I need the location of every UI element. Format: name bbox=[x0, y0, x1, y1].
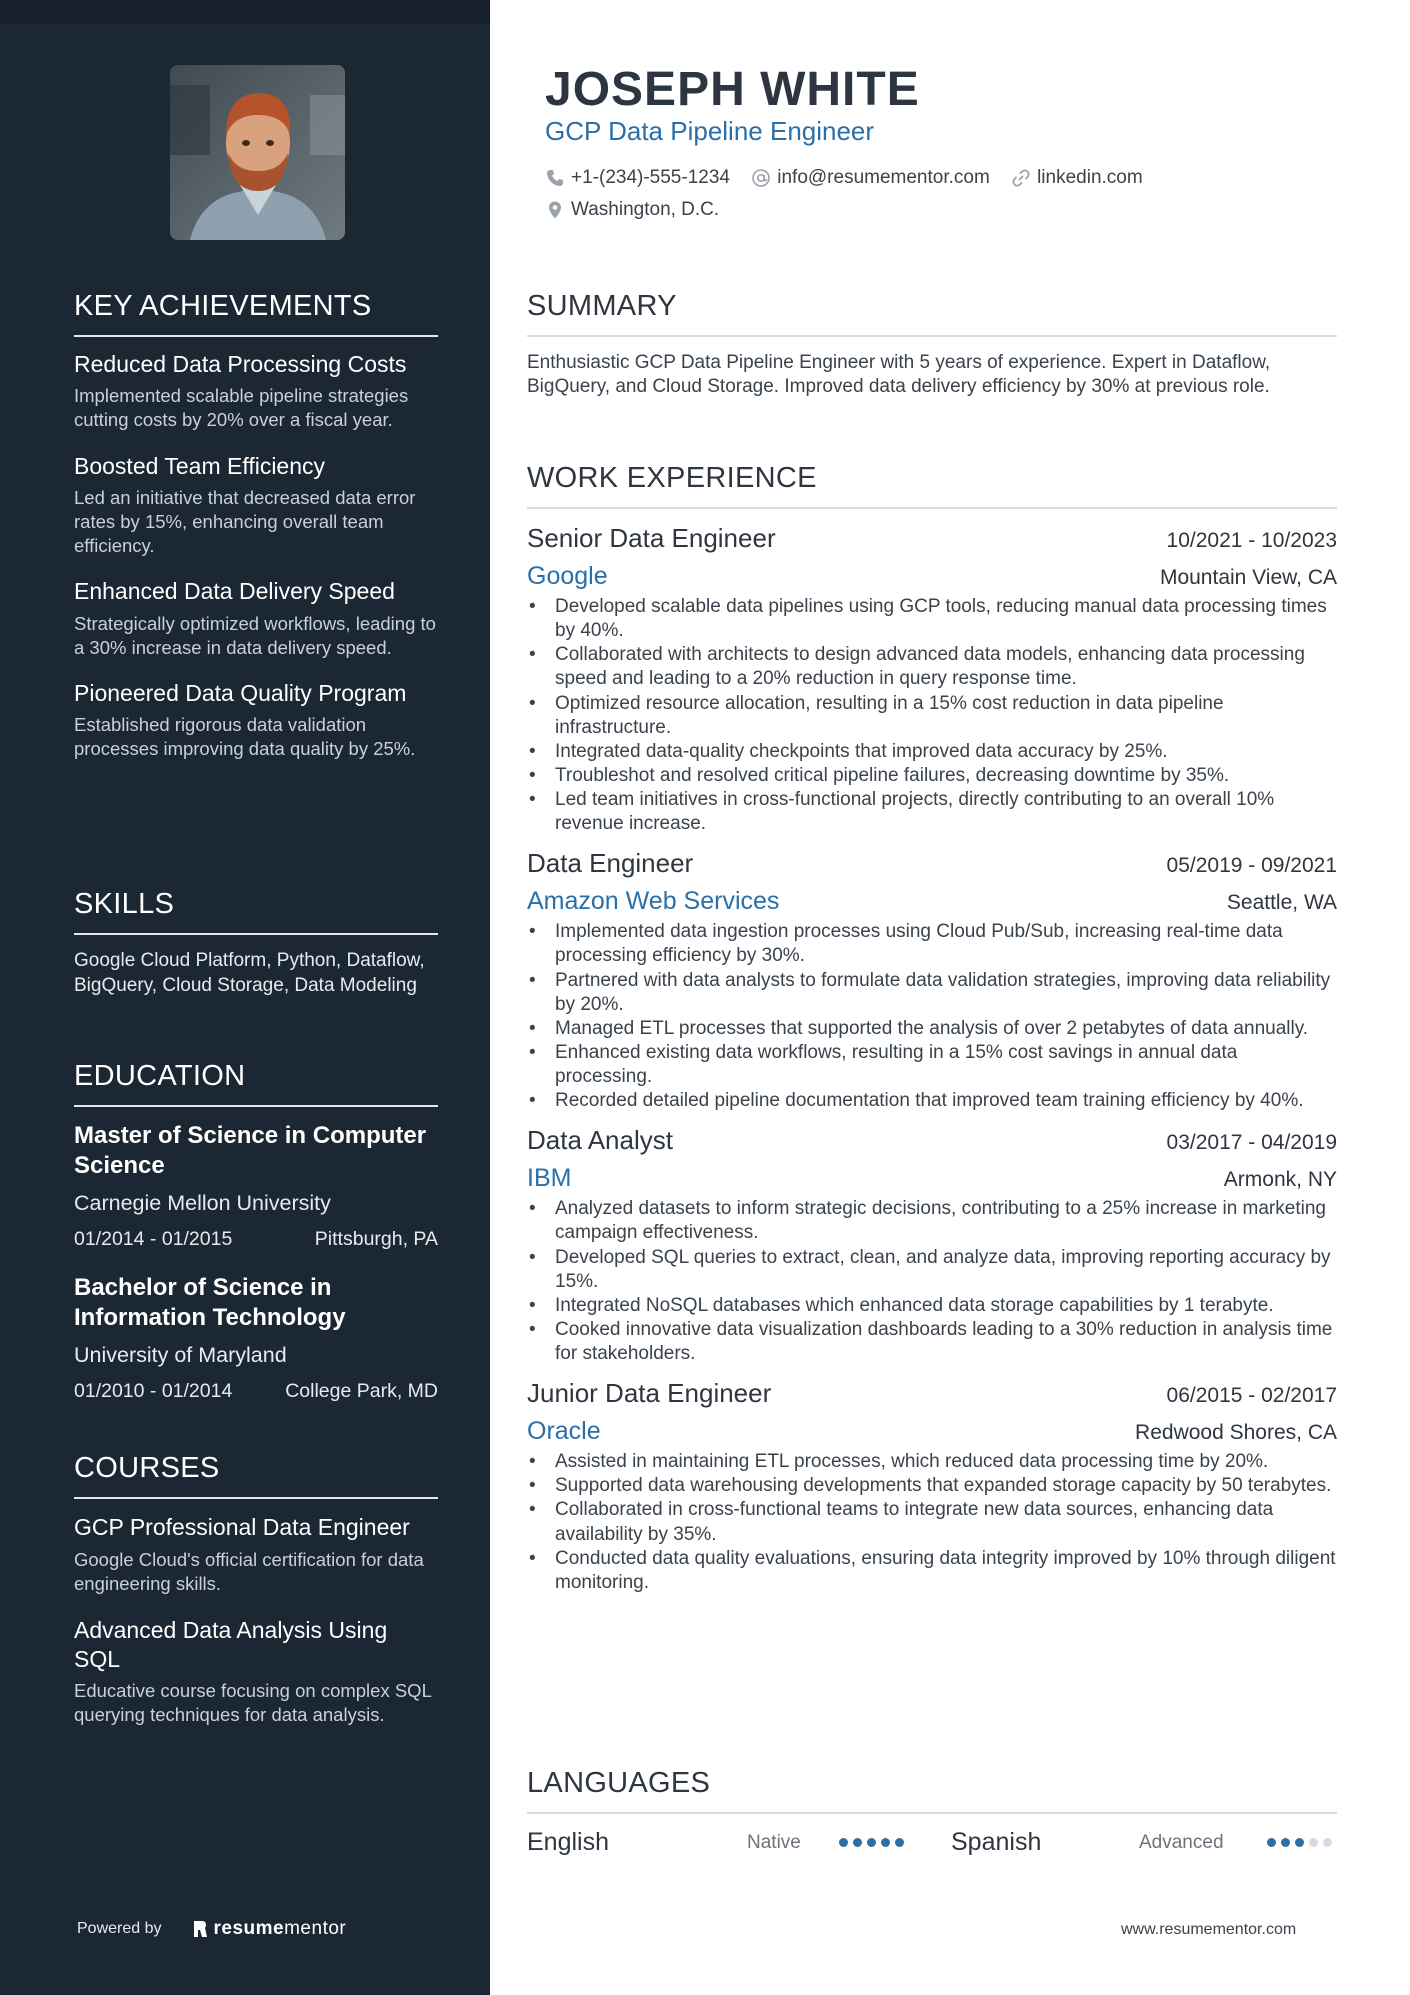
education-dates: 01/2010 - 01/2014 bbox=[74, 1380, 233, 1402]
job-bullets bbox=[527, 595, 1337, 836]
skills-section bbox=[74, 888, 438, 998]
email-text: info@resumementor.com bbox=[777, 167, 990, 188]
education-location: Pittsburgh, PA bbox=[314, 1228, 438, 1250]
languages-row bbox=[527, 1828, 1337, 1857]
job-entry bbox=[527, 523, 1337, 836]
education-title: EDUCATION bbox=[74, 1060, 438, 1107]
job-company: IBM bbox=[527, 1164, 572, 1193]
footer-url[interactable]: www.resumementor.com bbox=[1121, 1921, 1297, 1938]
course-desc: Educative course focusing on complex SQL querying techniques for data analysis. bbox=[74, 1680, 432, 1726]
education-school: University of Maryland bbox=[74, 1343, 287, 1367]
job-bullet: • Integrated data-quality checkpoints that improved data accuracy by 25%. bbox=[527, 740, 1337, 764]
job-bullet: • Developed SQL queries to extract, clean, and analyze data, improving reporting accuracy by 15%. bbox=[527, 1246, 1337, 1294]
job-entry bbox=[527, 1378, 1337, 1595]
phone-text: +1-(234)-555-1234 bbox=[571, 167, 730, 188]
rating-dot-empty bbox=[1309, 1838, 1318, 1847]
job-company: Google bbox=[527, 562, 608, 590]
logo-bold-text: resume bbox=[213, 1918, 285, 1939]
job-bullet: • Collaborated with architects to design advanced data models, enhancing data processing speed and leading to a 20% reduction in query response time. bbox=[527, 643, 1337, 691]
achievement-title: Pioneered Data Quality Program bbox=[74, 679, 407, 706]
job-location: Seattle, WA bbox=[1226, 891, 1337, 915]
job-bullets bbox=[527, 1450, 1337, 1595]
rating-dot-filled bbox=[853, 1838, 862, 1847]
rating-dot-filled bbox=[1267, 1838, 1276, 1847]
location-text: Washington, D.C. bbox=[571, 199, 720, 221]
contact-info bbox=[545, 164, 1325, 229]
job-bullet: • Collaborated in cross-functional teams to integrate new data sources, enhancing data availability by 35%. bbox=[527, 1498, 1337, 1546]
job-bullet: • Integrated NoSQL databases which enhanced data storage capabilities by 1 terabyte. bbox=[527, 1294, 1337, 1318]
education-section bbox=[74, 1060, 438, 1425]
job-dates: 05/2019 - 09/2021 bbox=[1166, 854, 1337, 878]
language-rating bbox=[1267, 1838, 1332, 1847]
education-dates: 01/2014 - 01/2015 bbox=[74, 1228, 233, 1250]
resumementor-logo-icon bbox=[192, 1919, 208, 1939]
job-company: Oracle bbox=[527, 1417, 601, 1446]
achievement-item bbox=[74, 453, 438, 559]
key-achievements-title: KEY ACHIEVEMENTS bbox=[74, 290, 438, 337]
job-bullet: • Managed ETL processes that supported the analysis of over 2 petabytes of data annually. bbox=[527, 1017, 1337, 1041]
education-location: College Park, MD bbox=[285, 1380, 438, 1402]
sidebar bbox=[0, 0, 490, 1995]
job-bullets bbox=[527, 1197, 1337, 1366]
key-achievements-section bbox=[74, 290, 438, 781]
rating-dot-filled bbox=[867, 1838, 876, 1847]
job-bullet: • Assisted in maintaining ETL processes, which reduced data processing time by 20%. bbox=[527, 1450, 1337, 1474]
location-pin-icon bbox=[545, 200, 565, 220]
achievement-item bbox=[74, 680, 438, 762]
job-bullet: • Troubleshot and resolved critical pipeline failures, decreasing downtime by 35%. bbox=[527, 764, 1337, 788]
job-title: Data Analyst bbox=[527, 1125, 673, 1156]
education-school: Carnegie Mellon University bbox=[74, 1191, 331, 1215]
achievement-item bbox=[74, 578, 438, 660]
job-location: Armonk, NY bbox=[1223, 1168, 1337, 1192]
job-bullet: • Conducted data quality evaluations, ensuring data integrity improved by 10% through diligent monitoring. bbox=[527, 1547, 1337, 1595]
job-bullet: • Led team initiatives in cross-functional projects, directly contributing to an overall 10% revenue increase. bbox=[527, 788, 1337, 836]
job-bullet: • Supported data warehousing developments that expanded storage capacity by 50 terabytes. bbox=[527, 1474, 1337, 1498]
job-title: Junior Data Engineer bbox=[527, 1378, 772, 1409]
at-icon bbox=[751, 168, 771, 188]
resumementor-logo[interactable] bbox=[192, 1918, 347, 1940]
education-item bbox=[74, 1273, 438, 1403]
skills-list: Google Cloud Platform, Python, Dataflow, BigQuery, Cloud Storage, Data Modeling bbox=[74, 950, 425, 996]
contact-email[interactable] bbox=[751, 164, 990, 192]
job-dates: 03/2017 - 04/2019 bbox=[1166, 1131, 1337, 1155]
job-bullet: • Implemented data ingestion processes using Cloud Pub/Sub, increasing real-time data processing efficiency by 30%. bbox=[527, 920, 1337, 968]
candidate-name: JOSEPH WHITE bbox=[545, 63, 920, 116]
job-bullets bbox=[527, 920, 1337, 1113]
job-bullet: • Cooked innovative data visualization dashboards leading to a 30% reduction in analysis time for stakeholders. bbox=[527, 1318, 1337, 1366]
sidebar-top-bar bbox=[0, 0, 490, 24]
job-entry bbox=[527, 848, 1337, 1113]
course-title: GCP Professional Data Engineer bbox=[74, 1514, 410, 1540]
course-title: Advanced Data Analysis Using SQL bbox=[74, 1616, 388, 1672]
job-title: Data Engineer bbox=[527, 848, 694, 879]
job-bullet: • Optimized resource allocation, resulting in a 15% cost reduction in data pipeline infrastructure. bbox=[527, 692, 1337, 740]
courses-title: COURSES bbox=[74, 1452, 438, 1499]
rating-dot-filled bbox=[839, 1838, 848, 1847]
achievement-title: Enhanced Data Delivery Speed bbox=[74, 578, 395, 605]
summary-title: SUMMARY bbox=[527, 290, 1337, 337]
phone-icon bbox=[545, 168, 565, 188]
courses-section bbox=[74, 1452, 438, 1747]
job-entry bbox=[527, 1125, 1337, 1366]
achievement-item bbox=[74, 351, 438, 433]
job-bullet: • Analyzed datasets to inform strategic decisions, contributing to a 25% increase in marketing campaign effectiveness. bbox=[527, 1197, 1337, 1245]
language-level: Native bbox=[747, 1831, 801, 1853]
job-bullet: • Partnered with data analysts to formulate data validation strategies, improving data reliability by 20%. bbox=[527, 969, 1337, 1017]
job-bullet: • Developed scalable data pipelines using GCP tools, reducing manual data processing times by 40%. bbox=[527, 595, 1337, 643]
profile-photo bbox=[170, 65, 345, 240]
achievement-desc: Implemented scalable pipeline strategies cutting costs by 20% over a fiscal year. bbox=[74, 385, 409, 431]
powered-by-label: Powered by bbox=[77, 1920, 162, 1937]
achievement-desc: Strategically optimized workflows, leading to a 30% increase in data delivery speed. bbox=[74, 612, 436, 658]
course-item bbox=[74, 1616, 438, 1728]
course-item bbox=[74, 1513, 438, 1596]
education-degree: Bachelor of Science in Information Technology bbox=[74, 1274, 346, 1331]
rating-dot-filled bbox=[895, 1838, 904, 1847]
languages-title: LANGUAGES bbox=[527, 1767, 1337, 1814]
skills-title: SKILLS bbox=[74, 888, 438, 935]
contact-location bbox=[545, 196, 719, 224]
language-name: Spanish bbox=[951, 1828, 1042, 1856]
rating-dot-filled bbox=[1295, 1838, 1304, 1847]
achievement-desc: Led an initiative that decreased data error rates by 15%, enhancing overall team efficiency. bbox=[74, 486, 416, 557]
link-icon bbox=[1011, 168, 1031, 188]
work-experience-title: WORK EXPERIENCE bbox=[527, 462, 1337, 509]
job-company: Amazon Web Services bbox=[527, 887, 780, 916]
language-rating bbox=[839, 1838, 951, 1847]
achievement-title: Reduced Data Processing Costs bbox=[74, 351, 407, 377]
job-bullet: • Recorded detailed pipeline documentation that improved team training efficiency by 40%. bbox=[527, 1089, 1337, 1113]
powered-by bbox=[77, 1918, 346, 1940]
job-location: Mountain View, CA bbox=[1159, 566, 1337, 589]
rating-dot-filled bbox=[1281, 1838, 1290, 1847]
job-bullet: • Enhanced existing data workflows, resulting in a 15% cost savings in annual data processing. bbox=[527, 1041, 1337, 1089]
summary-text: Enthusiastic GCP Data Pipeline Engineer with 5 years of experience. Expert in Dataflow, BigQuery, and Cloud Storage. Improved data delivery efficiency by 30% at previous role. bbox=[527, 352, 1271, 398]
job-location: Redwood Shores, CA bbox=[1135, 1421, 1337, 1445]
education-item bbox=[74, 1121, 438, 1251]
summary-section bbox=[527, 290, 1337, 399]
achievement-desc: Established rigorous data validation processes improving data quality by 25%. bbox=[74, 714, 416, 760]
work-experience-section bbox=[527, 462, 1337, 1607]
job-title: Senior Data Engineer bbox=[527, 523, 776, 553]
job-dates: 06/2015 - 02/2017 bbox=[1166, 1384, 1337, 1408]
education-degree: Master of Science in Computer Science bbox=[74, 1122, 427, 1179]
job-dates: 10/2021 - 10/2023 bbox=[1166, 529, 1337, 552]
language-name: English bbox=[527, 1828, 609, 1856]
rating-dot-empty bbox=[1323, 1838, 1332, 1847]
contact-linkedin[interactable] bbox=[1011, 164, 1143, 192]
rating-dot-filled bbox=[881, 1838, 890, 1847]
language-level: Advanced bbox=[1139, 1831, 1224, 1853]
course-desc: Google Cloud's official certification for data engineering skills. bbox=[74, 1548, 424, 1594]
linkedin-text: linkedin.com bbox=[1037, 167, 1143, 188]
achievement-title: Boosted Team Efficiency bbox=[74, 452, 326, 479]
logo-rest-text: mentor bbox=[284, 1918, 347, 1939]
contact-phone[interactable] bbox=[545, 164, 730, 192]
languages-section bbox=[527, 1767, 1337, 1857]
candidate-role: GCP Data Pipeline Engineer bbox=[545, 116, 875, 146]
